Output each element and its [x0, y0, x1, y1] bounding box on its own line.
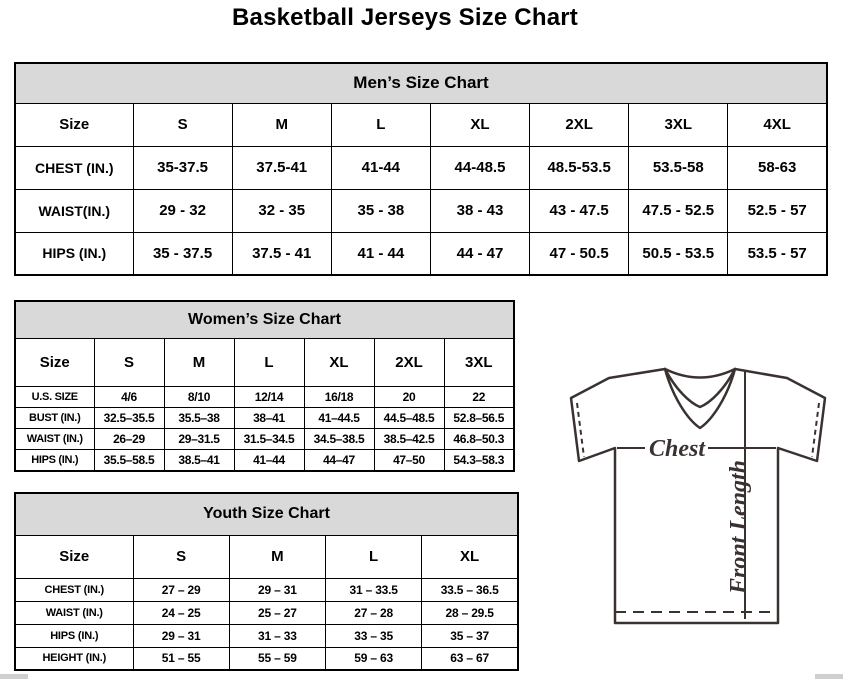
size-value-cell: 44-48.5: [430, 146, 529, 189]
table-row: [15, 189, 827, 232]
chest-measurement-label: Chest: [648, 436, 706, 462]
size-value-cell: 35-37.5: [133, 146, 232, 189]
size-value-cell: 63 – 67: [422, 647, 518, 670]
row-label: HIPS (IN.): [15, 232, 133, 275]
table-row: [15, 624, 518, 647]
size-value-cell: 32 - 35: [232, 189, 331, 232]
table-row: [15, 146, 827, 189]
row-label: HIPS (IN.): [15, 450, 94, 471]
youth-size-table: [14, 492, 519, 670]
column-header: L: [326, 535, 422, 578]
size-value-cell: 34.5–38.5: [304, 429, 374, 450]
size-value-cell: 41-44: [331, 146, 430, 189]
size-value-cell: 53.5-58: [629, 146, 728, 189]
size-value-cell: 43 - 47.5: [530, 189, 629, 232]
row-label: BUST (IN.): [15, 408, 94, 429]
size-value-cell: 31 – 33.5: [326, 578, 422, 601]
size-value-cell: 27 – 29: [133, 578, 229, 601]
mens-size-table: [14, 62, 828, 276]
row-label: CHEST (IN.): [15, 146, 133, 189]
table-row: [15, 429, 514, 450]
page-title: Basketball Jerseys Size Chart: [232, 4, 578, 31]
size-value-cell: 27 – 28: [326, 601, 422, 624]
size-value-cell: 35.5–58.5: [94, 450, 164, 471]
size-value-cell: 51 – 55: [133, 647, 229, 670]
size-value-cell: 37.5-41: [232, 146, 331, 189]
size-value-cell: 8/10: [164, 387, 234, 408]
column-header: 3XL: [629, 103, 728, 146]
row-label: WAIST (IN.): [15, 429, 94, 450]
size-value-cell: 54.3–58.3: [444, 450, 514, 471]
column-header: M: [229, 535, 325, 578]
column-header: 3XL: [444, 338, 514, 386]
column-header: 4XL: [728, 103, 827, 146]
size-value-cell: 31.5–34.5: [234, 429, 304, 450]
row-label: WAIST(IN.): [15, 189, 133, 232]
jersey-measurement-diagram: [556, 364, 840, 646]
size-value-cell: 29 – 31: [133, 624, 229, 647]
size-value-cell: 55 – 59: [229, 647, 325, 670]
table-title: Women’s Size Chart: [15, 301, 514, 338]
size-value-cell: 52.5 - 57: [728, 189, 827, 232]
size-value-cell: 38.5–41: [164, 450, 234, 471]
size-value-cell: 41 - 44: [331, 232, 430, 275]
size-value-cell: 52.8–56.5: [444, 408, 514, 429]
scrollbar-thumb[interactable]: [0, 674, 28, 679]
column-header: M: [164, 338, 234, 386]
row-label: CHEST (IN.): [15, 578, 133, 601]
row-label: WAIST (IN.): [15, 601, 133, 624]
size-value-cell: 28 – 29.5: [422, 601, 518, 624]
size-value-cell: 4/6: [94, 387, 164, 408]
size-value-cell: 47.5 - 52.5: [629, 189, 728, 232]
table-row: [15, 647, 518, 670]
table-title: Youth Size Chart: [15, 493, 518, 535]
row-label: U.S. SIZE: [15, 387, 94, 408]
size-value-cell: 58-63: [728, 146, 827, 189]
column-header: S: [133, 535, 229, 578]
size-value-cell: 47–50: [374, 450, 444, 471]
size-value-cell: 37.5 - 41: [232, 232, 331, 275]
table-row: [15, 578, 518, 601]
column-header: Size: [15, 535, 133, 578]
column-header: S: [94, 338, 164, 386]
column-header: XL: [430, 103, 529, 146]
size-value-cell: 35 – 37: [422, 624, 518, 647]
collar-top-curve: [665, 369, 735, 378]
size-value-cell: 46.8–50.3: [444, 429, 514, 450]
column-header: XL: [304, 338, 374, 386]
front-length-measurement-label: Front Length: [726, 459, 752, 595]
size-value-cell: 12/14: [234, 387, 304, 408]
column-header: Size: [15, 338, 94, 386]
column-header: L: [331, 103, 430, 146]
size-value-cell: 26–29: [94, 429, 164, 450]
size-value-cell: 35.5–38: [164, 408, 234, 429]
size-value-cell: 38.5–42.5: [374, 429, 444, 450]
table-row: [15, 601, 518, 624]
size-value-cell: 41–44.5: [304, 408, 374, 429]
size-value-cell: 59 – 63: [326, 647, 422, 670]
womens-size-table: [14, 300, 515, 472]
size-value-cell: 16/18: [304, 387, 374, 408]
table-title: Men’s Size Chart: [15, 63, 827, 103]
column-header: XL: [422, 535, 518, 578]
size-value-cell: 29–31.5: [164, 429, 234, 450]
table-row: [15, 408, 514, 429]
row-label: HIPS (IN.): [15, 624, 133, 647]
size-value-cell: 48.5-53.5: [530, 146, 629, 189]
size-value-cell: 24 – 25: [133, 601, 229, 624]
size-value-cell: 33.5 – 36.5: [422, 578, 518, 601]
size-value-cell: 44–47: [304, 450, 374, 471]
column-header: S: [133, 103, 232, 146]
size-value-cell: 50.5 - 53.5: [629, 232, 728, 275]
size-value-cell: 44.5–48.5: [374, 408, 444, 429]
size-value-cell: 53.5 - 57: [728, 232, 827, 275]
size-value-cell: 35 - 38: [331, 189, 430, 232]
horizontal-scrollbar[interactable]: [0, 673, 843, 679]
collar-middle-curve: [665, 369, 735, 407]
column-header: L: [234, 338, 304, 386]
size-value-cell: 38 - 43: [430, 189, 529, 232]
scrollbar-corner: [815, 674, 843, 679]
size-value-cell: 32.5–35.5: [94, 408, 164, 429]
size-value-cell: 38–41: [234, 408, 304, 429]
column-header: M: [232, 103, 331, 146]
size-value-cell: 33 – 35: [326, 624, 422, 647]
size-value-cell: 44 - 47: [430, 232, 529, 275]
size-value-cell: 41–44: [234, 450, 304, 471]
table-row: [15, 450, 514, 471]
size-value-cell: 20: [374, 387, 444, 408]
size-value-cell: 22: [444, 387, 514, 408]
size-value-cell: 25 – 27: [229, 601, 325, 624]
size-value-cell: 47 - 50.5: [530, 232, 629, 275]
size-value-cell: 35 - 37.5: [133, 232, 232, 275]
column-header: 2XL: [374, 338, 444, 386]
row-label: HEIGHT (IN.): [15, 647, 133, 670]
table-row: [15, 387, 514, 408]
table-row: [15, 232, 827, 275]
column-header: 2XL: [530, 103, 629, 146]
size-value-cell: 29 - 32: [133, 189, 232, 232]
size-value-cell: 29 – 31: [229, 578, 325, 601]
column-header: Size: [15, 103, 133, 146]
size-value-cell: 31 – 33: [229, 624, 325, 647]
